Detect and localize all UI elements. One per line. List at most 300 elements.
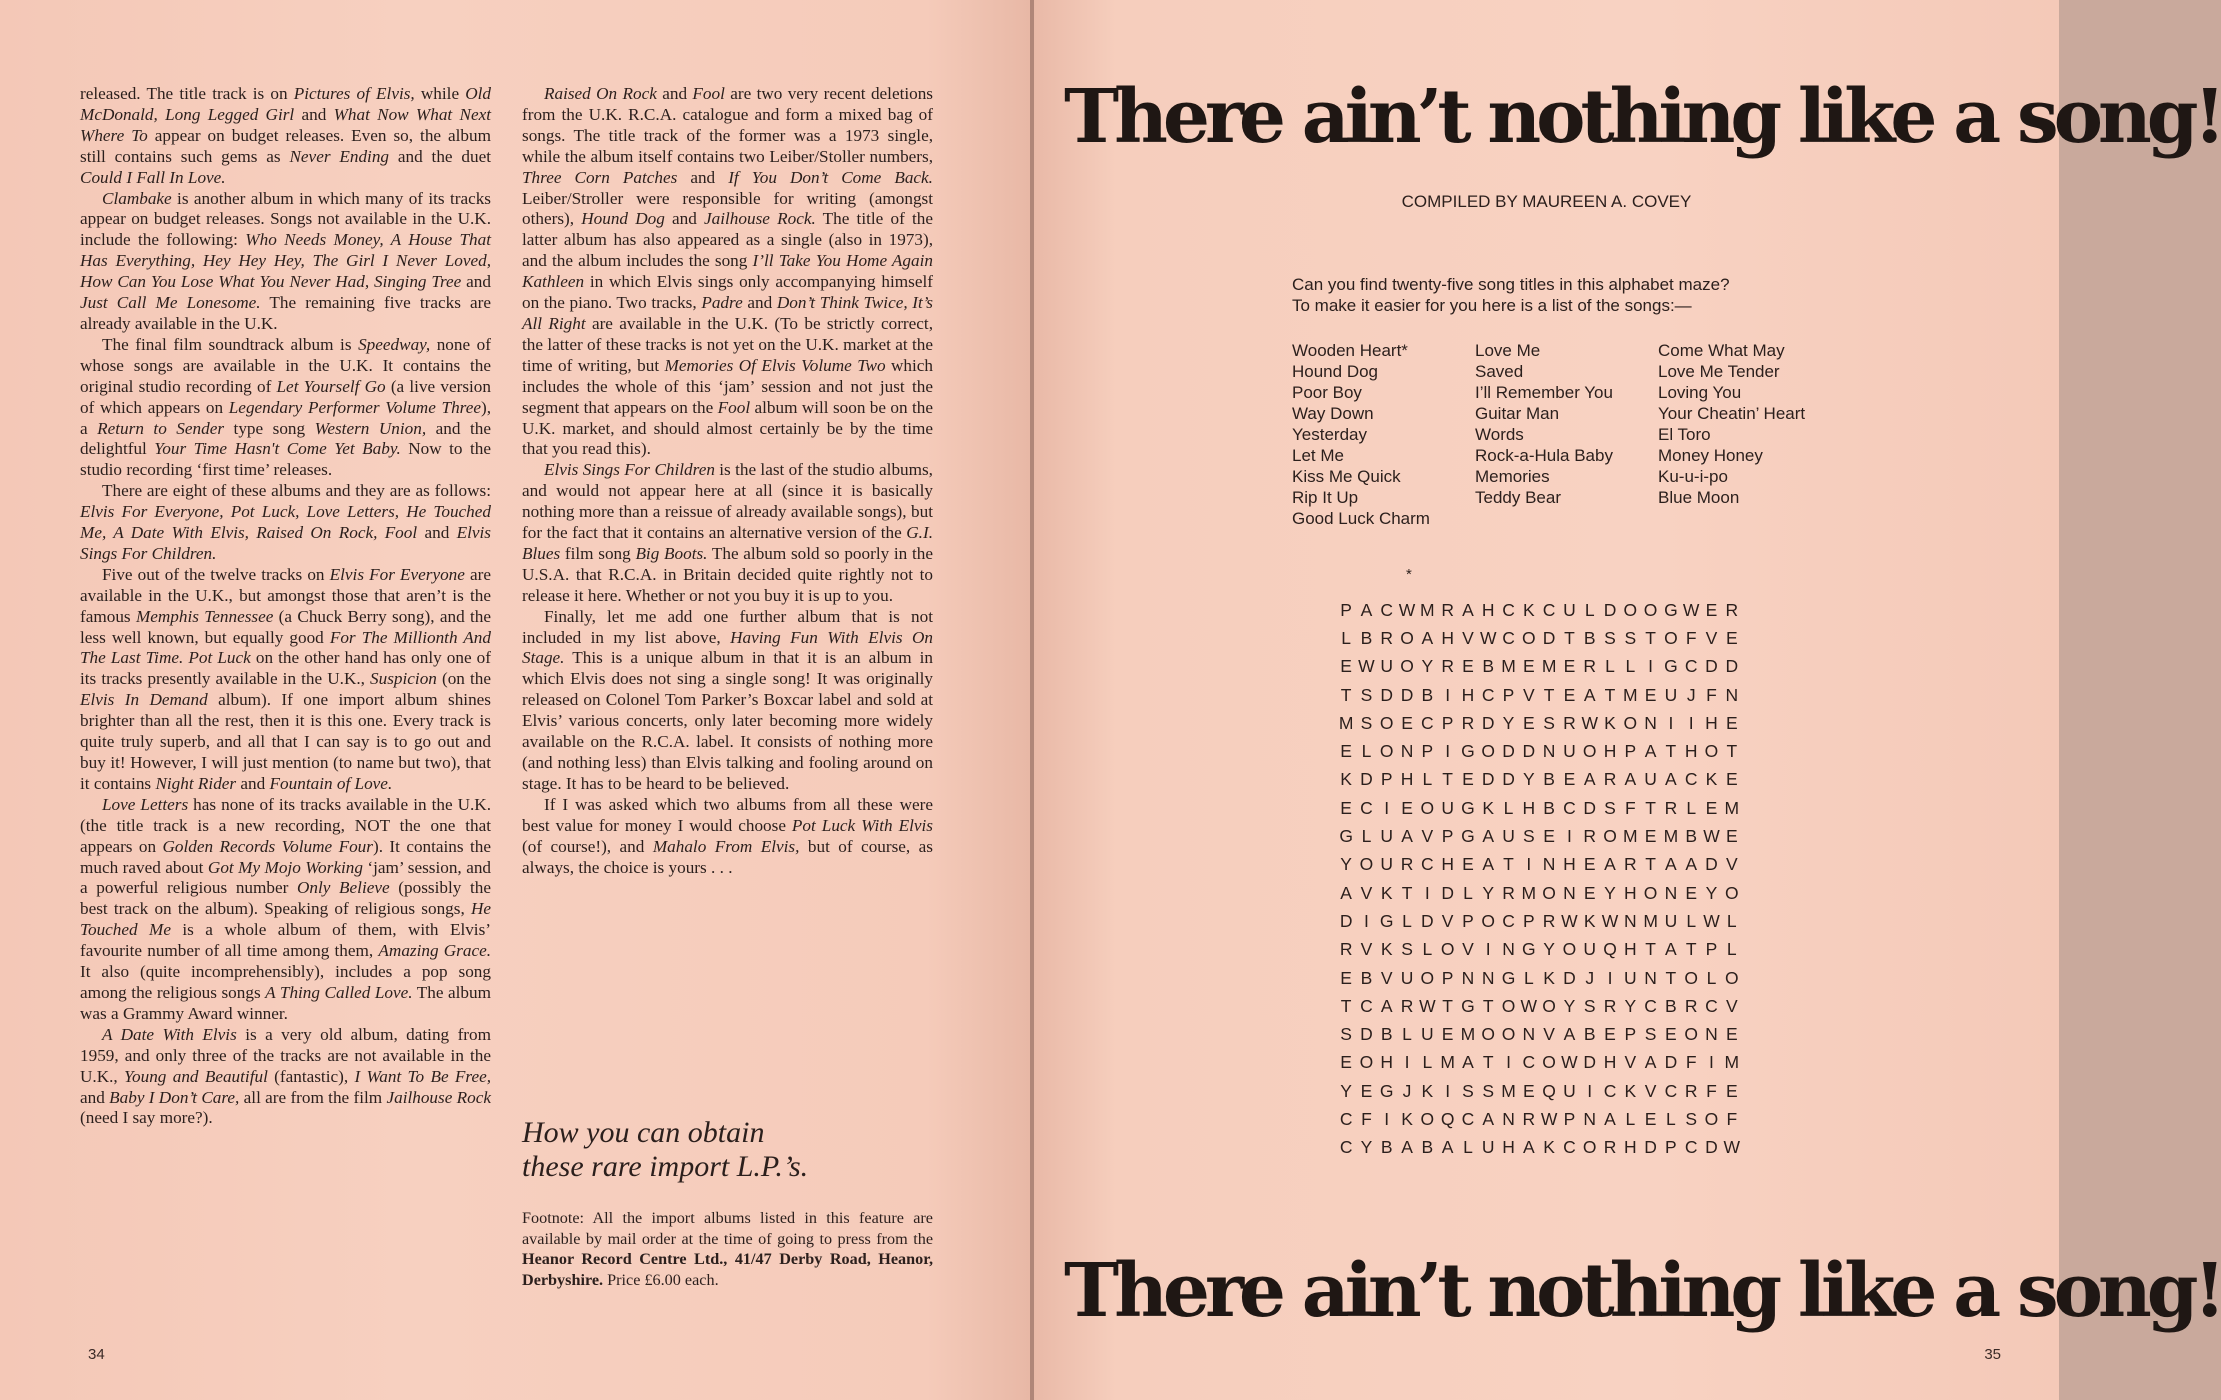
grid-letter: S xyxy=(1522,826,1535,847)
grid-letter: I xyxy=(1566,826,1572,847)
grid-letter: F xyxy=(1726,1108,1738,1129)
grid-letter: D xyxy=(1644,1137,1657,1158)
grid-letter: A xyxy=(1401,826,1413,847)
grid-letter: N xyxy=(1623,910,1637,931)
intro-line-1: Can you find twenty-five song titles in this alphabet maze? xyxy=(1292,275,1730,294)
grid-letter: E xyxy=(1401,712,1413,733)
grid-letter: L xyxy=(1625,656,1636,677)
grid-letter: M xyxy=(1501,1080,1516,1101)
grid-letter: P xyxy=(1441,826,1454,847)
grid-letter: N xyxy=(1705,1024,1718,1045)
grid-letter: O xyxy=(1379,741,1394,762)
grid-letter: D xyxy=(1502,769,1515,790)
article-paragraph: Finally, let me add one further album that is not included in my list above, Having Fun With Elvis On Stage. This is a unique album in that it is an album in which Elvis does not sing a single song! It was originally released on Colonel Tom Parker’s Boxcar label and sold at Elvis’ various concerts, only later becoming more widely available on the R.C.A. label. It consists of nothing more (and nothing less) than Elvis talking and fooling around on stage. It has to be heard to be believed. xyxy=(522,606,933,793)
grid-letter: N xyxy=(1725,684,1739,705)
grid-letter: E xyxy=(1563,769,1576,790)
grid-letter: I xyxy=(1485,939,1491,960)
grid-letter: C xyxy=(1603,1080,1617,1101)
grid-letter: A xyxy=(1624,769,1637,790)
grid-letter: O xyxy=(1623,712,1638,733)
grid-letter: T xyxy=(1503,854,1514,875)
grid-letter: R xyxy=(1725,599,1739,620)
grid-letter: A xyxy=(1583,684,1596,705)
grid-letter: P xyxy=(1624,1024,1637,1045)
grid-letter: O xyxy=(1542,995,1556,1016)
grid-row xyxy=(1336,851,1742,879)
grid-letter: C xyxy=(1421,854,1434,875)
article-column-1 xyxy=(80,84,491,1129)
grid-letter: M xyxy=(1521,882,1537,903)
grid-letter: R xyxy=(1623,854,1637,875)
grid-letter: O xyxy=(1724,967,1739,988)
grid-letter: H xyxy=(1684,741,1698,762)
banner-title-bottom: There ain’t nothing like a song! xyxy=(1064,1248,2221,1334)
grid-letter: M xyxy=(1440,1052,1455,1073)
grid-letter: H xyxy=(1522,797,1536,818)
grid-letter: C xyxy=(1339,1137,1353,1158)
grid-letter: B xyxy=(1421,684,1434,705)
grid-letter: R xyxy=(1583,826,1597,847)
grid-letter: E xyxy=(1644,1108,1657,1129)
grid-letter: N xyxy=(1644,712,1657,733)
song-title: Rock-a-Hula Baby xyxy=(1475,446,1613,465)
grid-letter: I xyxy=(1648,656,1654,677)
grid-letter: O xyxy=(1643,882,1658,903)
grid-letter: R xyxy=(1583,656,1597,677)
grid-letter: E xyxy=(1340,656,1352,677)
grid-letter: M xyxy=(1338,712,1354,733)
grid-letter: O xyxy=(1522,627,1536,648)
grid-letter: S xyxy=(1644,1024,1657,1045)
grid-letter: O xyxy=(1684,967,1698,988)
grid-letter: Q xyxy=(1603,939,1617,960)
grid-letter: I xyxy=(1688,712,1694,733)
grid-letter: U xyxy=(1441,797,1454,818)
grid-letter: D xyxy=(1400,684,1414,705)
grid-letter: P xyxy=(1502,684,1515,705)
grid-letter: Y xyxy=(1543,939,1555,960)
grid-letter: C xyxy=(1502,599,1515,620)
grid-letter: G xyxy=(1379,1080,1394,1101)
grid-letter: E xyxy=(1522,712,1535,733)
grid-letter: E xyxy=(1360,1080,1373,1101)
grid-letter: R xyxy=(1684,1080,1698,1101)
grid-letter: Y xyxy=(1340,854,1352,875)
article-paragraph: Five out of the twelve tracks on Elvis For Everyone are available in the U.K., but amongst those that aren’t is the famous Memphis Tennessee (a Chuck Berry song), and the less well known, but equally good For The Millionth And The Last Time. Pot Luck on the other hand has only one of its tracks presently available in the U.K., Suspicion (on the Elvis In Demand album). If one import album shines brighter than all the rest, then it is this one. Every track is quite truly superb, and all that I can say is to go out and buy it! However, I will just mention (to name but two), that it contains Night Rider and Fountain of Love. xyxy=(80,564,491,793)
grid-letter: A xyxy=(1360,599,1373,620)
grid-letter: I xyxy=(1424,882,1430,903)
grid-letter: E xyxy=(1340,797,1352,818)
grid-letter: S xyxy=(1360,712,1373,733)
grid-letter: I xyxy=(1587,1080,1593,1101)
grid-letter: H xyxy=(1623,1137,1637,1158)
compiled-by: COMPILED BY MAUREEN A. COVEY xyxy=(1401,192,1692,211)
grid-letter: E xyxy=(1604,1024,1616,1045)
grid-letter: V xyxy=(1705,627,1718,648)
grid-letter: U xyxy=(1563,741,1576,762)
grid-letter: W xyxy=(1601,910,1619,931)
grid-letter: K xyxy=(1380,939,1393,960)
grid-letter: C xyxy=(1684,1137,1698,1158)
grid-letter: C xyxy=(1481,684,1495,705)
grid-letter: L xyxy=(1463,1137,1473,1158)
grid-letter: F xyxy=(1706,1080,1717,1101)
grid-letter: P xyxy=(1380,769,1393,790)
grid-letter: V xyxy=(1360,882,1373,903)
grid-letter: R xyxy=(1664,797,1678,818)
grid-letter: H xyxy=(1603,741,1617,762)
grid-letter: U xyxy=(1623,967,1637,988)
grid-letter: P xyxy=(1624,741,1637,762)
grid-letter: G xyxy=(1664,599,1678,620)
puzzle-intro xyxy=(1292,274,1852,316)
grid-letter: I xyxy=(1384,797,1390,818)
grid-row xyxy=(1336,737,1742,765)
grid-letter: M xyxy=(1460,1024,1476,1045)
grid-letter: Y xyxy=(1340,1080,1352,1101)
footnote: Footnote: All the import albums listed in this feature are available by mail order at the time of going to press from the Heanor Record Centre Ltd., 41/47 Derby Road, Heanor, Derbyshire. Price £6.00 each. xyxy=(522,1209,933,1289)
grid-letter: B xyxy=(1360,967,1373,988)
grid-letter: F xyxy=(1706,684,1717,705)
grid-letter: T xyxy=(1726,741,1738,762)
grid-letter: F xyxy=(1624,797,1636,818)
grid-letter: P xyxy=(1522,910,1535,931)
grid-letter: B xyxy=(1685,826,1698,847)
grid-letter: V xyxy=(1522,684,1535,705)
song-list-column-2 xyxy=(1475,340,1658,529)
grid-letter: C xyxy=(1339,1108,1353,1129)
grid-letter: B xyxy=(1543,769,1555,790)
grid-letter: V xyxy=(1624,1052,1637,1073)
grid-letter: O xyxy=(1400,627,1414,648)
grid-letter: L xyxy=(1361,826,1372,847)
grid-letter: Y xyxy=(1563,995,1576,1016)
grid-letter: W xyxy=(1540,1108,1558,1129)
grid-letter: E xyxy=(1644,684,1657,705)
grid-letter: A xyxy=(1665,769,1677,790)
article-paragraph: Love Letters has none of its tracks available in the U.K. (the title track is a new recording, NOT the one that appears on Golden Records Volume Four). It contains the much raved about Got My Mojo Working ‘jam’ session, and a powerful religious number Only Believe (possibly the best track on the album). Speaking of religious songs, He Touched Me is a whole album of them, with Elvis’ favourite number of all time among them, Amazing Grace. It also (quite incomprehensibly), includes a pop song among the religious songs A Thing Called Love. The album was a Grammy Award winner. xyxy=(80,794,492,1023)
grid-letter: Y xyxy=(1604,882,1616,903)
article-paragraph: There are eight of these albums and they are as follows: Elvis For Everyone, Pot Luck, Love Letters, He Touched Me, A Date With Elvis, Raised On Rock, Fool and Elvis Sings For Children. xyxy=(80,481,491,563)
grid-letter: T xyxy=(1340,995,1352,1016)
grid-letter: I xyxy=(1526,854,1532,875)
grid-letter: D xyxy=(1583,797,1597,818)
grid-letter: E xyxy=(1725,769,1738,790)
grid-letter: V xyxy=(1644,1080,1657,1101)
song-title: Yesterday xyxy=(1292,425,1367,444)
grid-letter: S xyxy=(1360,684,1373,705)
grid-letter: S xyxy=(1482,1080,1495,1101)
grid-letter: E xyxy=(1522,1080,1535,1101)
article-column-2 xyxy=(522,84,933,878)
grid-letter: B xyxy=(1380,1137,1393,1158)
grid-letter: I xyxy=(1506,1052,1511,1073)
grid-letter: K xyxy=(1583,910,1596,931)
grid-letter: L xyxy=(1726,939,1737,960)
grid-row xyxy=(1336,681,1742,709)
grid-letter: I xyxy=(1709,1052,1714,1073)
grid-row xyxy=(1336,1134,1742,1162)
grid-letter: R xyxy=(1441,599,1454,620)
grid-letter: O xyxy=(1562,939,1577,960)
grid-letter: O xyxy=(1582,741,1597,762)
grid-letter: R xyxy=(1400,854,1414,875)
grid-letter: S xyxy=(1340,1024,1352,1045)
grid-letter: H xyxy=(1603,1052,1617,1073)
grid-letter: M xyxy=(1724,1052,1740,1073)
grid-letter: Y xyxy=(1502,712,1515,733)
grid-letter: N xyxy=(1563,882,1576,903)
grid-letter: P xyxy=(1705,939,1718,960)
grid-letter: L xyxy=(1706,967,1717,988)
grid-letter: W xyxy=(1520,995,1538,1016)
grid-letter: R xyxy=(1522,1108,1536,1129)
grid-letter: N xyxy=(1502,1108,1515,1129)
grid-letter: C xyxy=(1380,599,1394,620)
grid-letter: C xyxy=(1563,1137,1576,1158)
grid-letter: M xyxy=(1643,910,1658,931)
grid-letter: G xyxy=(1461,826,1475,847)
grid-letter: U xyxy=(1644,769,1657,790)
grid-letter: R xyxy=(1400,995,1414,1016)
import-heading-line-1: How you can obtain xyxy=(522,1116,765,1149)
grid-letter: A xyxy=(1604,1108,1616,1129)
grid-letter: U xyxy=(1664,910,1678,931)
grid-letter: A xyxy=(1462,599,1474,620)
song-list xyxy=(1292,340,1852,529)
grid-letter: N xyxy=(1542,741,1556,762)
grid-letter: E xyxy=(1705,599,1718,620)
grid-letter: A xyxy=(1563,1024,1576,1045)
grid-letter: C xyxy=(1684,656,1698,677)
grid-letter: E xyxy=(1441,1024,1454,1045)
grid-letter: A xyxy=(1604,854,1616,875)
grid-letter: M xyxy=(1724,797,1740,818)
grid-letter: T xyxy=(1645,797,1656,818)
grid-letter: A xyxy=(1340,882,1352,903)
song-title: Come What May xyxy=(1658,341,1785,360)
grid-letter: A xyxy=(1441,1137,1454,1158)
grid-letter: D xyxy=(1664,1052,1678,1073)
grid-letter: B xyxy=(1482,656,1495,677)
grid-letter: L xyxy=(1523,967,1534,988)
grid-row xyxy=(1336,907,1742,935)
grid-letter: U xyxy=(1563,1080,1576,1101)
grid-letter: A xyxy=(1665,939,1677,960)
grid-letter: J xyxy=(1585,967,1595,988)
grid-letter: K xyxy=(1482,797,1495,818)
grid-letter: Y xyxy=(1522,769,1535,790)
grid-letter: L xyxy=(1584,599,1595,620)
song-title: Love Me Tender xyxy=(1658,362,1780,381)
grid-letter: A xyxy=(1522,1137,1535,1158)
grid-letter: U xyxy=(1380,854,1394,875)
grid-letter: O xyxy=(1481,1024,1496,1045)
grid-letter: T xyxy=(1482,1052,1494,1073)
grid-letter: G xyxy=(1379,910,1394,931)
grid-letter: Q xyxy=(1542,1080,1556,1101)
grid-letter: K xyxy=(1604,712,1616,733)
grid-row xyxy=(1336,653,1742,681)
grid-letter: S xyxy=(1604,797,1616,818)
grid-letter: O xyxy=(1420,1108,1435,1129)
grid-letter: D xyxy=(1360,1024,1373,1045)
grid-letter: F xyxy=(1685,627,1697,648)
grid-letter: B xyxy=(1583,627,1596,648)
grid-letter: G xyxy=(1664,656,1678,677)
grid-letter: R xyxy=(1441,656,1454,677)
grid-letter: E xyxy=(1462,656,1474,677)
grid-letter: W xyxy=(1581,712,1598,733)
grid-letter: Y xyxy=(1705,882,1718,903)
grid-letter: V xyxy=(1441,910,1454,931)
grid-letter: N xyxy=(1522,1024,1536,1045)
song-title: Love Me xyxy=(1475,341,1541,360)
grid-letter: L xyxy=(1402,910,1412,931)
grid-letter: N xyxy=(1502,939,1515,960)
import-heading xyxy=(522,1116,942,1184)
grid-letter: V xyxy=(1725,854,1738,875)
grid-letter: B xyxy=(1380,1024,1393,1045)
grid-letter: I xyxy=(1384,1108,1390,1129)
grid-letter: B xyxy=(1665,995,1677,1016)
song-title: Good Luck Charm xyxy=(1292,509,1430,528)
grid-letter: T xyxy=(1645,627,1656,648)
grid-letter: S xyxy=(1685,1108,1698,1129)
grid-letter: E xyxy=(1462,854,1474,875)
song-title: Your Cheatin’ Heart xyxy=(1658,404,1806,423)
grid-letter: H xyxy=(1441,627,1454,648)
grid-letter: T xyxy=(1665,741,1677,762)
grid-letter: T xyxy=(1340,684,1352,705)
grid-letter: C xyxy=(1684,769,1698,790)
grid-letter: O xyxy=(1724,882,1739,903)
grid-letter: W xyxy=(1398,599,1416,620)
song-title: Let Me xyxy=(1292,446,1344,465)
grid-row xyxy=(1336,596,1742,624)
grid-letter: O xyxy=(1359,854,1374,875)
grid-letter: T xyxy=(1442,995,1453,1016)
grid-letter: E xyxy=(1665,1024,1677,1045)
grid-letter: U xyxy=(1421,1024,1434,1045)
grid-letter: S xyxy=(1462,1080,1474,1101)
grid-letter: I xyxy=(1404,1052,1410,1073)
grid-letter: C xyxy=(1563,797,1576,818)
grid-letter: Y xyxy=(1482,882,1495,903)
grid-letter: T xyxy=(1442,769,1453,790)
grid-letter: W xyxy=(1479,627,1497,648)
grid-letter: M xyxy=(1501,656,1516,677)
grid-letter: E xyxy=(1563,656,1576,677)
grid-letter: G xyxy=(1461,995,1475,1016)
grid-letter: T xyxy=(1665,967,1677,988)
grid-letter: R xyxy=(1603,995,1617,1016)
song-title: Blue Moon xyxy=(1658,488,1740,507)
grid-letter: E xyxy=(1462,769,1474,790)
article-paragraph: Elvis Sings For Children is the last of the studio albums, and would not appear here at all (since it is basically nothing more than a reissue of already available songs), but for the fact that it contains an alternative version of the G.I. Blues film song Big Boots. The album sold so poorly in the U.S.A. that R.C.A. in Britain decided quite rightly not to release it here. Whether or not you buy it is up to you. xyxy=(522,460,933,605)
grid-letter: W xyxy=(1561,910,1578,931)
grid-letter: H xyxy=(1481,599,1495,620)
grid-letter: N xyxy=(1400,741,1414,762)
grid-letter: D xyxy=(1583,1052,1597,1073)
grid-letter: C xyxy=(1705,995,1718,1016)
grid-letter: O xyxy=(1684,1024,1698,1045)
article-paragraph: released. The title track is on Pictures of Elvis, while Old McDonald, Long Legged Girl and What Now What Next Where To appear on budget releases. Even so, the album still contains such gems as Never Ending and the duet Could I Fall In Love. xyxy=(80,84,492,187)
grid-letter: I xyxy=(1607,967,1613,988)
grid-row xyxy=(1336,1020,1742,1048)
grid-letter: W xyxy=(1682,599,1700,620)
grid-letter: R xyxy=(1502,882,1515,903)
grid-letter: Y xyxy=(1624,995,1637,1016)
grid-letter: I xyxy=(1445,741,1451,762)
grid-letter: H xyxy=(1441,854,1454,875)
grid-letter: D xyxy=(1502,741,1515,762)
grid-letter: A xyxy=(1685,854,1698,875)
grid-letter: I xyxy=(1445,684,1451,705)
grid-letter: E xyxy=(1563,684,1576,705)
grid-letter: N xyxy=(1664,882,1678,903)
grid-letter: D xyxy=(1380,684,1394,705)
grid-letter: D xyxy=(1441,882,1454,903)
grid-letter: U xyxy=(1563,599,1576,620)
song-title: Guitar Man xyxy=(1475,404,1560,423)
grid-letter: P xyxy=(1563,1108,1576,1129)
right-page xyxy=(1034,0,2221,1400)
grid-letter: U xyxy=(1380,656,1394,677)
grid-letter: R xyxy=(1461,712,1475,733)
article-paragraph: A Date With Elvis is a very old album, dating from 1959, and only three of the tracks are not available in the U.K., Young and Beautiful (fantastic), I Want To Be Free, and Baby I Don’t Care, all are from the film Jailhouse Rock (need I say more?). xyxy=(80,1024,492,1128)
grid-letter: L xyxy=(1422,1052,1433,1073)
grid-letter: O xyxy=(1542,882,1556,903)
grid-letter: F xyxy=(1685,1052,1697,1073)
song-title: Ku-u-i-po xyxy=(1658,467,1728,486)
grid-letter: O xyxy=(1501,995,1516,1016)
grid-letter: G xyxy=(1461,797,1475,818)
grid-letter: N xyxy=(1461,967,1475,988)
grid-row xyxy=(1336,1105,1742,1133)
song-title: Money Honey xyxy=(1658,446,1763,465)
grid-letter: T xyxy=(1604,684,1616,705)
song-title: Kiss Me Quick xyxy=(1292,467,1401,486)
grid-letter: K xyxy=(1705,769,1718,790)
grid-letter: W xyxy=(1419,995,1436,1016)
grid-letter: E xyxy=(1543,826,1555,847)
grid-letter: O xyxy=(1603,826,1617,847)
grid-row xyxy=(1336,709,1742,737)
grid-letter: R xyxy=(1563,712,1576,733)
grid-letter: E xyxy=(1583,882,1596,903)
grid-letter: S xyxy=(1604,627,1616,648)
grid-letter: V xyxy=(1462,939,1474,960)
grid-letter: C xyxy=(1522,1052,1536,1073)
grid-letter: S xyxy=(1543,712,1555,733)
grid-letter: H xyxy=(1380,1052,1394,1073)
grid-letter: T xyxy=(1482,995,1494,1016)
grid-letter: R xyxy=(1603,1137,1617,1158)
grid-letter: E xyxy=(1401,797,1413,818)
grid-letter: I xyxy=(1668,712,1674,733)
grid-letter: H xyxy=(1623,882,1637,903)
grid-letter: O xyxy=(1623,599,1638,620)
grid-letter: T xyxy=(1685,939,1697,960)
song-title: Memories xyxy=(1475,467,1550,486)
grid-letter: N xyxy=(1644,967,1657,988)
grid-letter: K xyxy=(1421,1080,1434,1101)
grid-letter: A xyxy=(1462,1052,1474,1073)
grid-letter: L xyxy=(1686,797,1697,818)
grid-letter: K xyxy=(1340,769,1352,790)
grid-letter: B xyxy=(1421,1137,1434,1158)
